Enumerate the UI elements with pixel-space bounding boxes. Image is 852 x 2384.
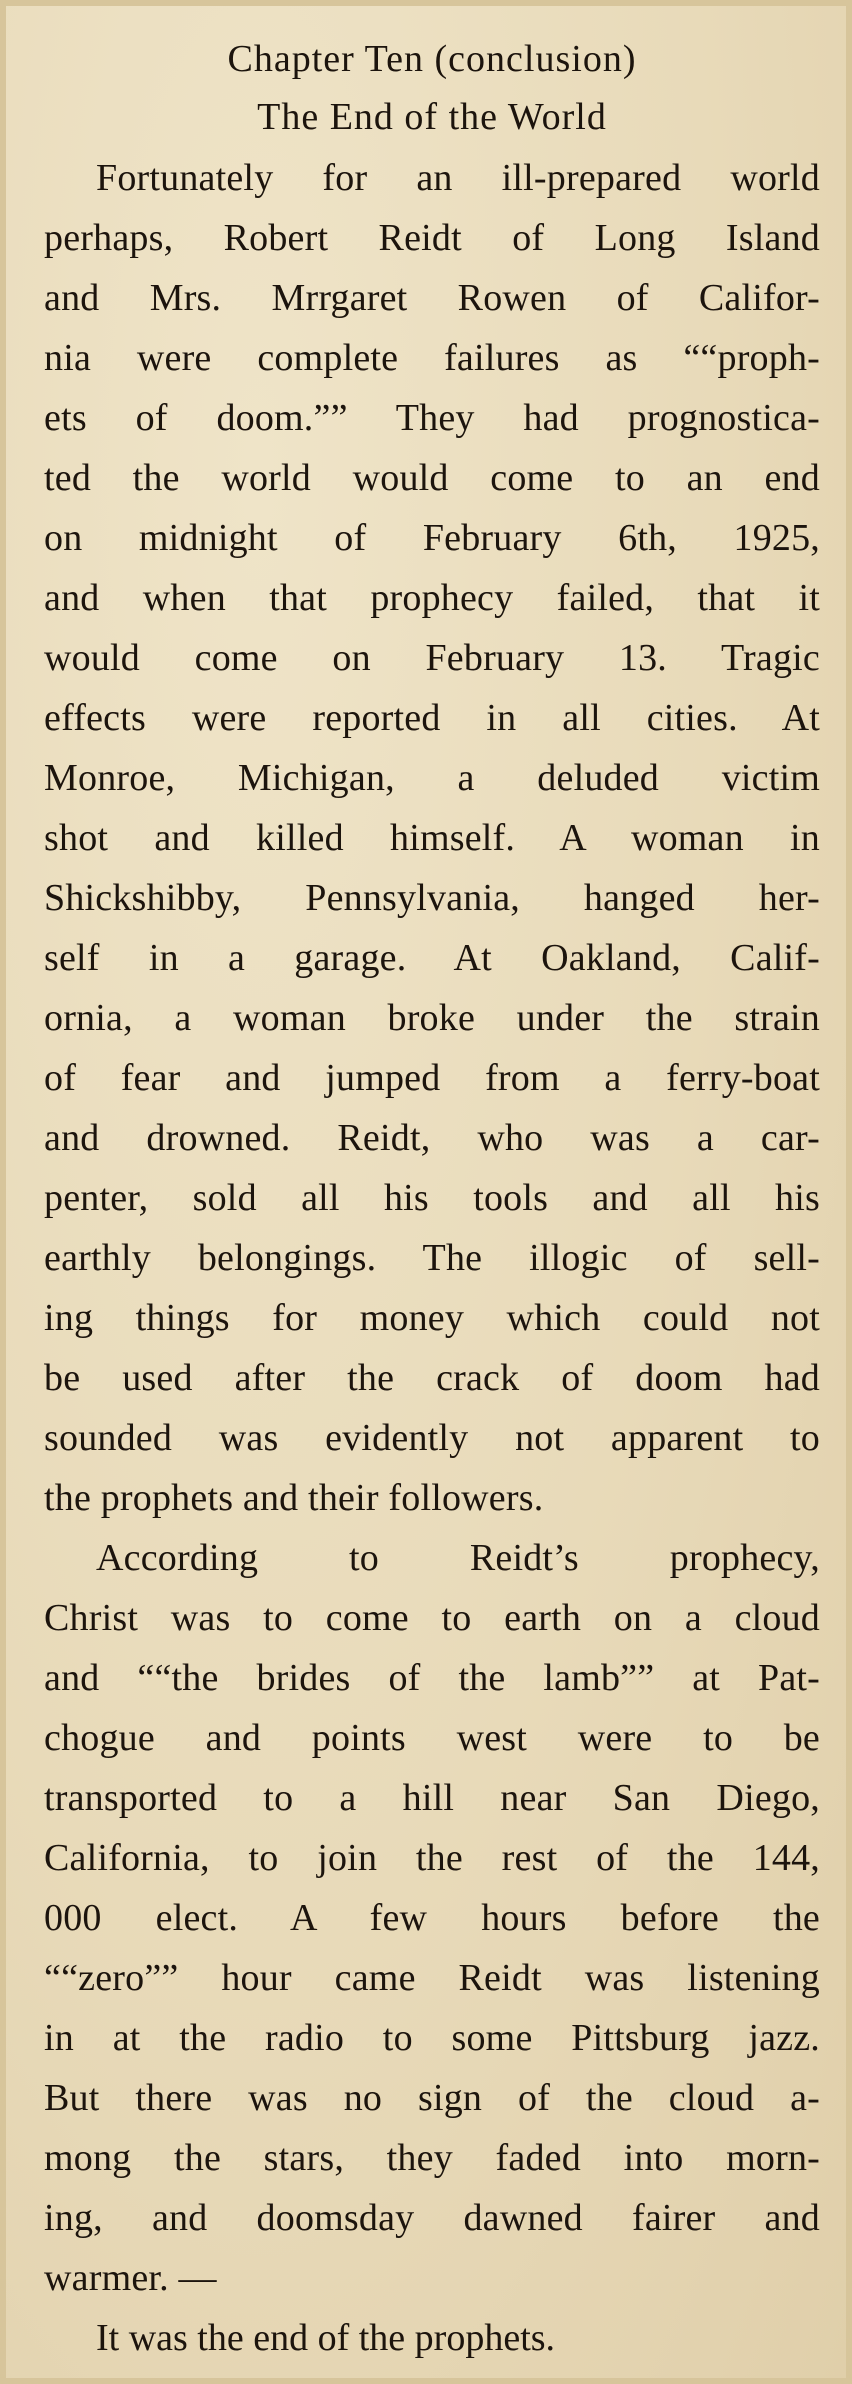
paragraph-2 xyxy=(44,1528,820,2308)
text-line: perhaps, Robert Reidt of Long Island xyxy=(44,217,820,259)
text-line: ing, and doomsday dawned fairer and xyxy=(44,2197,820,2239)
text-line: effects were reported in all cities. At xyxy=(44,697,820,739)
text-line: Fortunately for an ill-prepared world xyxy=(96,157,820,199)
text-line: nia were complete failures as ““proph- xyxy=(44,337,820,379)
text-line: ing things for money which could not xyxy=(44,1297,820,1339)
text-line: the prophets and their followers. xyxy=(44,1477,544,1519)
chapter-heading: Chapter Ten (conclusion) xyxy=(227,38,637,80)
article-title: The End of the World xyxy=(257,96,607,138)
text-line: mong the stars, they faded into morn- xyxy=(44,2137,820,2179)
paragraph-1 xyxy=(44,148,820,1528)
text-line: be used after the crack of doom had xyxy=(44,1357,820,1399)
text-line: ornia, a woman broke under the strain xyxy=(44,997,820,1039)
text-line: and Mrs. Mrrgaret Rowen of Califor- xyxy=(44,277,820,319)
text-line: earthly belongings. The illogic of sell- xyxy=(44,1237,820,1279)
text-line: ““zero”” hour came Reidt was listening xyxy=(44,1957,820,1999)
text-line: and when that prophecy failed, that it xyxy=(44,577,820,619)
text-line: sounded was evidently not apparent to xyxy=(44,1417,820,1459)
text-line: on midnight of February 6th, 1925, xyxy=(44,517,820,559)
text-line: of fear and jumped from a ferry-boat xyxy=(44,1057,820,1099)
text-line: ets of doom.”” They had prognostica- xyxy=(44,397,820,439)
text-line: California, to join the rest of the 144, xyxy=(44,1837,820,1879)
text-line: and ““the brides of the lamb”” at Pat- xyxy=(44,1657,820,1699)
text-line: Christ was to come to earth on a cloud xyxy=(44,1597,820,1639)
text-line: in at the radio to some Pittsburg jazz. xyxy=(44,2017,820,2059)
text-line: would come on February 13. Tragic xyxy=(44,637,820,679)
text-line: warmer. — xyxy=(44,2257,217,2299)
text-line: Shickshibby, Pennsylvania, hanged her- xyxy=(44,877,820,919)
text-line: According to Reidt’s prophecy, xyxy=(96,1537,820,1579)
text-line: ted the world would come to an end xyxy=(44,457,820,499)
text-line: But there was no sign of the cloud a- xyxy=(44,2077,820,2119)
text-line: penter, sold all his tools and all his xyxy=(44,1177,820,1219)
text-line: transported to a hill near San Diego, xyxy=(44,1777,820,1819)
article-body xyxy=(44,148,820,2368)
text-line: Monroe, Michigan, a deluded victim xyxy=(44,757,820,799)
text-line: self in a garage. At Oakland, Calif- xyxy=(44,937,820,979)
text-line: 000 elect. A few hours before the xyxy=(44,1897,820,1939)
text-line: shot and killed himself. A woman in xyxy=(44,817,820,859)
closing-line: It was the end of the prophets. xyxy=(96,2317,556,2359)
text-line: and drowned. Reidt, who was a car- xyxy=(44,1117,820,1159)
text-line: chogue and points west were to be xyxy=(44,1717,820,1759)
